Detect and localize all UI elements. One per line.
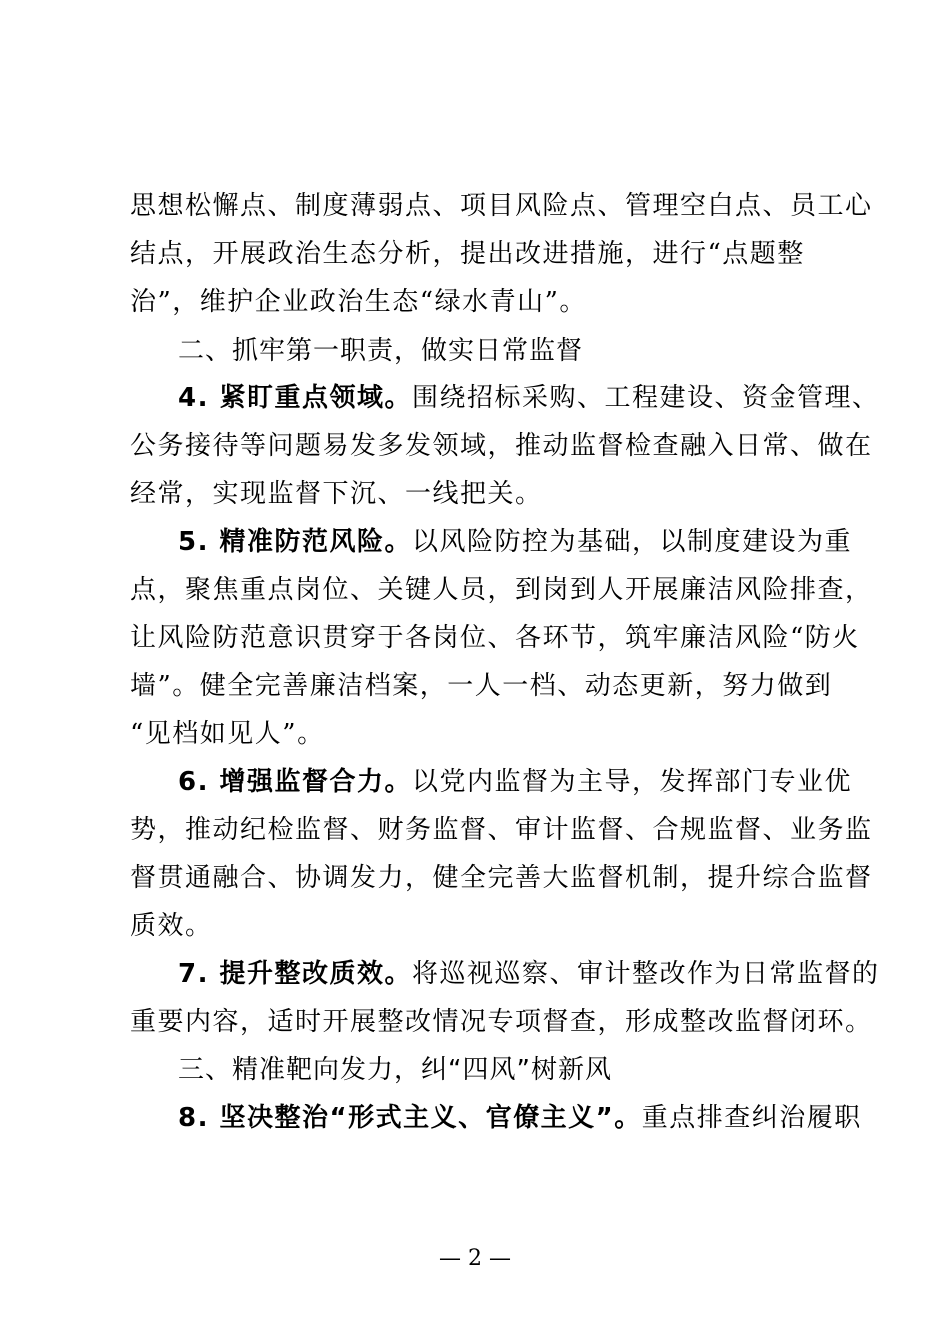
item6-text: 以党内监督为主导，发挥部门专业优	[412, 767, 853, 797]
item7-first-line	[178, 954, 880, 994]
para1-line-1: 思想松懈点、制度薄弱点、项目风险点、管理空白点、员工心	[130, 191, 873, 221]
item4-title: 4. 紧盯重点领域。	[178, 383, 413, 413]
item6-line-3: 督贯通融合、协调发力，健全完善大监督机制，提升综合监督	[130, 863, 873, 893]
item7-text: 将巡视巡察、审计整改作为日常监督的	[412, 959, 880, 989]
item7-title: 7. 提升整改质效。	[178, 959, 413, 989]
item4-line-2: 公务接待等问题易发多发领域，推动监督检查融入日常、做在	[130, 431, 873, 461]
para1-line-3: 治”，维护企业政治生态“绿水青山”。	[130, 287, 587, 317]
section-heading-3: 三、精准靶向发力，纠“四风”树新风	[178, 1055, 612, 1085]
item8-text: 重点排查纠治履职	[641, 1103, 862, 1133]
item8-first-line	[178, 1098, 862, 1138]
item5-title: 5. 精准防范风险。	[178, 527, 413, 557]
item5-first-line	[178, 522, 853, 562]
section-heading-2: 二、抓牢第一职责，做实日常监督	[178, 336, 584, 366]
item5-line-4: 墙”。健全完善廉洁档案，一人一档、动态更新，努力做到	[130, 671, 833, 701]
item8-title: 8. 坚决整治“形式主义、官僚主义”。	[178, 1103, 642, 1133]
para1-line-2: 结点，开展政治生态分析，提出改进措施，进行“点题整	[130, 239, 805, 269]
item6-first-line	[178, 762, 853, 802]
item4-line-3: 经常，实现监督下沉、一线把关。	[130, 479, 543, 509]
item6-line-4: 质效。	[130, 911, 213, 941]
item4-first-line	[178, 378, 880, 418]
item4-text: 围绕招标采购、工程建设、资金管理、	[412, 383, 880, 413]
item7-line-2: 重要内容，适时开展整改情况专项督查，形成整改监督闭环。	[130, 1007, 873, 1037]
item6-title: 6. 增强监督合力。	[178, 767, 413, 797]
item5-line-3: 让风险防范意识贯穿于各岗位、各环节，筑牢廉洁风险“防火	[130, 623, 860, 653]
item6-line-2: 势，推动纪检监督、财务监督、审计监督、合规监督、业务监	[130, 815, 873, 845]
item5-line-2: 点，聚焦重点岗位、关键人员，到岗到人开展廉洁风险排查，	[130, 575, 873, 605]
item5-line-5: “见档如见人”。	[130, 719, 325, 749]
item5-text: 以风险防控为基础，以制度建设为重	[412, 527, 853, 557]
page-number: — 2 —	[439, 1246, 511, 1271]
